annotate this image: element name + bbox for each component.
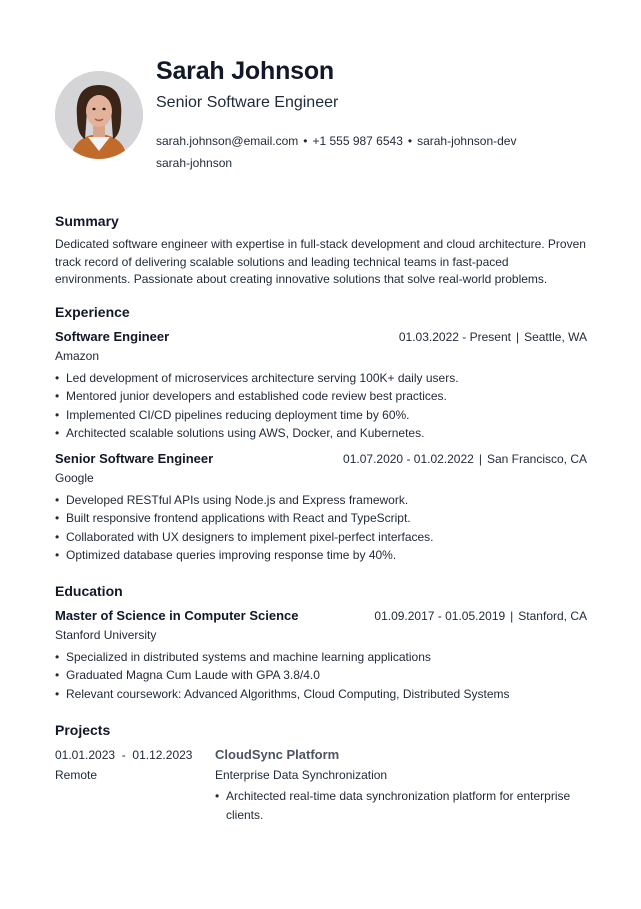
list-item: • Led development of microservices architecture serving 100K+ daily users. <box>55 369 587 388</box>
project-start: 01.01.2023 <box>55 748 116 762</box>
project-name: CloudSync Platform <box>215 747 340 762</box>
job-meta <box>399 330 587 344</box>
projects-section <box>55 722 587 824</box>
education-heading: Education <box>55 582 123 599</box>
experience-entry <box>55 329 587 443</box>
job-bullets <box>55 369 587 443</box>
candidate-title: Senior Software Engineer <box>156 94 339 111</box>
experience-entry <box>55 451 587 565</box>
entry-header <box>55 329 587 344</box>
education-section <box>55 583 587 704</box>
list-item: • Mentored junior developers and established code review best practices. <box>55 387 587 406</box>
job-company: Amazon <box>55 348 100 363</box>
header-text <box>156 56 587 174</box>
meta-divider: | <box>510 608 514 623</box>
project-dates: 01.01.2023 - 01.12.2023 <box>55 748 193 762</box>
list-item: • Architected real-time data synchronization platform for enterprise clients. <box>215 787 587 824</box>
education-dates: 01.09.2017 - 01.05.2019 <box>374 608 506 623</box>
list-item: • Architected scalable solutions using AWS, Docker, and Kubernetes. <box>55 424 587 443</box>
list-item: • Developed RESTful APIs using Node.js and Express framework. <box>55 491 587 510</box>
entry-header <box>55 451 587 466</box>
list-item: • Graduated Magna Cum Laude with GPA 3.8/4.0 <box>55 666 587 685</box>
project-subtitle: Enterprise Data Synchronization <box>215 768 388 782</box>
job-company: Google <box>55 470 94 485</box>
contact-info <box>156 130 587 174</box>
contact-github[interactable]: sarah-johnson-dev <box>417 134 517 148</box>
entry-header <box>55 608 587 623</box>
contact-separator: • <box>407 134 413 148</box>
meta-divider: | <box>478 451 482 466</box>
avatar-portrait-icon <box>55 71 143 159</box>
job-role: Software Engineer <box>55 328 170 344</box>
education-entry <box>55 608 587 704</box>
list-item: • Specialized in distributed systems and machine learning applications <box>55 648 587 667</box>
candidate-name: Sarah Johnson <box>156 57 334 85</box>
job-meta <box>343 452 587 466</box>
contact-separator: • <box>303 134 308 148</box>
job-role: Senior Software Engineer <box>55 450 214 466</box>
list-item: • Relevant coursework: Advanced Algorithms, Cloud Computing, Distributed Systems <box>55 685 587 704</box>
contact-linkedin[interactable]: sarah-johnson <box>156 156 233 170</box>
project-details <box>215 745 587 824</box>
job-dates: 01.07.2020 - 01.02.2022 <box>343 451 474 466</box>
summary-heading: Summary <box>55 213 119 229</box>
job-location: Seattle, WA <box>524 329 587 344</box>
summary-section <box>55 213 587 289</box>
summary-text: Dedicated software engineer with expertise in full-stack development and cloud architecture. Proven track record of delivering scalable solutions and leading technical teams in fast-paced environments. Passionate about creating innovative solutions that solve real-world problems. <box>55 237 586 286</box>
experience-heading: Experience <box>55 303 130 320</box>
project-end: 01.12.2023 <box>132 748 193 762</box>
projects-heading: Projects <box>55 722 111 738</box>
degree-name: Master of Science in Computer Science <box>55 607 299 623</box>
list-item: • Implemented CI/CD pipelines reducing deployment time by 60%. <box>55 406 587 425</box>
meta-divider: | <box>515 329 520 344</box>
contact-email[interactable]: sarah.johnson@email.com <box>156 134 299 148</box>
project-entry <box>55 745 587 824</box>
list-item: • Optimized database queries improving response time by 40%. <box>55 546 587 565</box>
project-bullets <box>215 787 587 824</box>
experience-section <box>55 304 587 565</box>
resume-header <box>55 0 587 190</box>
list-item: • Collaborated with UX designers to implement pixel-perfect interfaces. <box>55 528 587 547</box>
profile-photo <box>55 71 143 159</box>
school-name: Stanford University <box>55 627 157 642</box>
contact-phone[interactable]: +1 555 987 6543 <box>312 134 403 148</box>
education-meta <box>374 609 587 623</box>
job-dates: 01.03.2022 - Present <box>398 329 511 344</box>
education-location: Stanford, CA <box>518 608 587 623</box>
project-location: Remote <box>55 768 98 782</box>
education-bullets <box>55 648 587 704</box>
project-meta <box>55 745 215 824</box>
job-location: San Francisco, CA <box>486 451 587 466</box>
job-bullets <box>55 491 587 565</box>
list-item: • Built responsive frontend applications with React and TypeScript. <box>55 509 587 528</box>
